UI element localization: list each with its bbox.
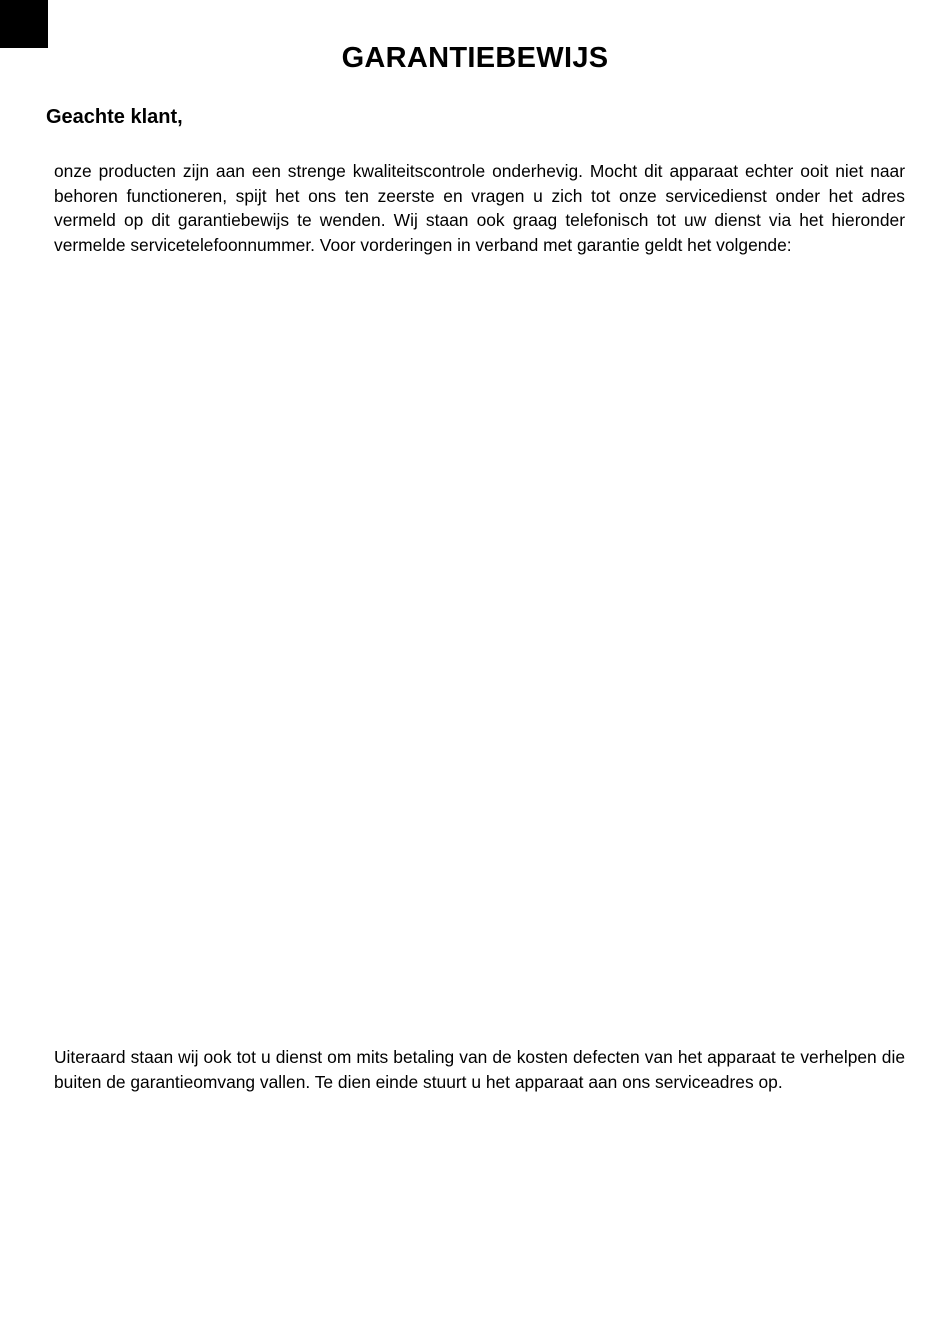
repair-paragraph: Uiteraard staan wij ook tot u dienst om mits betaling van de kosten defecten van het apparaat te verhelpen die buiten de garantieomvang vallen. Te dien einde stuurt u het apparaat aan ons serviceadres op. <box>54 1047 905 1092</box>
salutation: Geachte klant, <box>46 106 183 128</box>
intro-paragraph: onze producten zijn aan een strenge kwaliteitscontrole onderhevig. Mocht dit apparaat echter ooit niet naar behoren functioneren, spijt het ons ten zeerste en vragen u zich tot onze servicedienst onder het adres vermeld op dit garantiebewijs te wenden. Wij staan ook graag telefonisch tot uw dienst via het hieronder vermelde servicetelefoonnummer. Voor vorderingen in verband met garantie geldt het volgende: <box>54 161 905 255</box>
page-corner-marker <box>0 0 48 48</box>
page-title: GARANTIEBEWIJS <box>341 42 609 74</box>
